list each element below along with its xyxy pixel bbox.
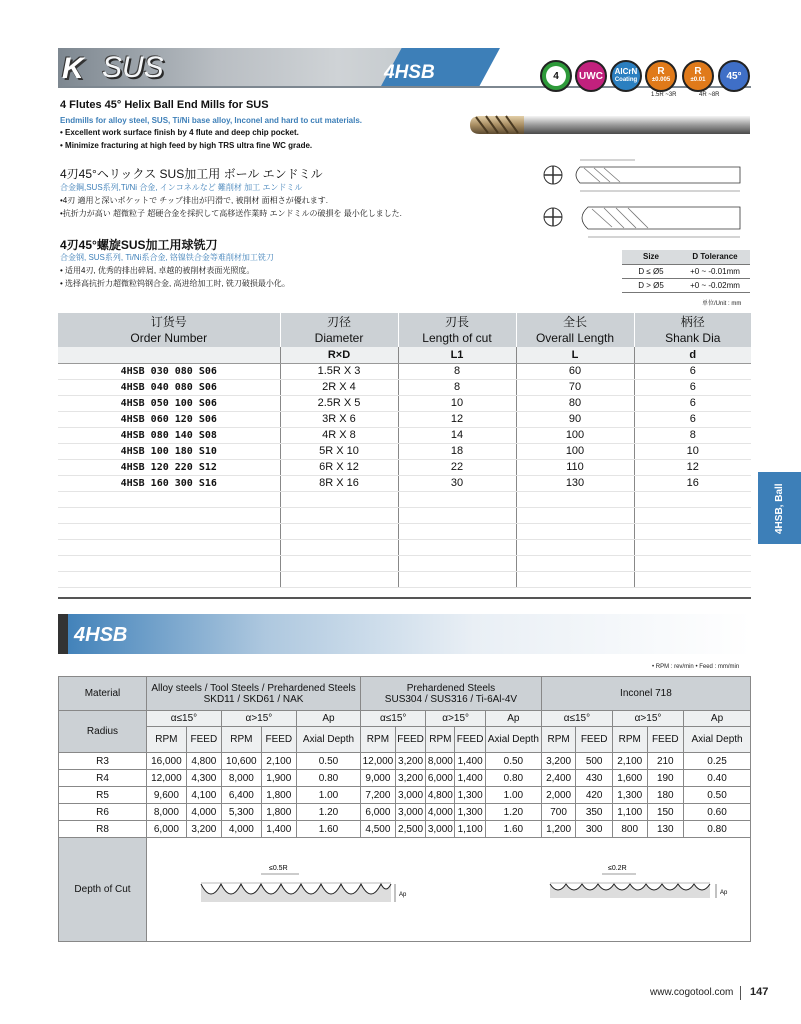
table-row: 4HSB 160 300 S16 8R X 16 30 130 16 xyxy=(58,475,751,491)
brand-k-logo: K xyxy=(62,52,85,85)
series-title: 4HSB xyxy=(384,62,435,83)
units-note: • RPM : rev/min • Feed : mm/min xyxy=(652,664,740,670)
footer-url: www.cogotool.com xyxy=(650,987,734,998)
table-row xyxy=(58,571,751,587)
table-row: R3 16,000 4,800 10,600 2,100 0.50 12,000 3,200 8,000 1,400 0.50 3,200 500 2,100 210 0.25 xyxy=(59,753,751,770)
side-tab: 4HSB, Ball xyxy=(758,472,801,544)
table-row: R4 12,000 4,300 8,000 1,900 0.80 9,000 3,200 6,000 1,400 0.80 2,400 430 1,600 190 0.40 xyxy=(59,770,751,787)
bullet-jp-2: •抗折力が高い 超微粒子 超硬合金を採択して高移送作業時 エンドミルの破損を 最小化しました. xyxy=(60,209,402,218)
section-title: 4HSB xyxy=(74,624,128,646)
subtitle-en: Endmills for alloy steel, SUS, Ti/Ni base alloy, Inconel and hard to cut materials. xyxy=(60,116,363,125)
section-banner-accent xyxy=(58,614,68,654)
svg-text:Ap: Ap xyxy=(719,889,727,896)
tolerance-row: D ≤ Ø5 +0 ~ -0.01mm xyxy=(622,264,750,278)
table-row: 4HSB 080 140 S08 4R X 8 14 100 8 xyxy=(58,427,751,443)
table-row xyxy=(58,507,751,523)
tolerance-row: D > Ø5 +0 ~ -0.02mm xyxy=(622,278,750,292)
table-row xyxy=(58,555,751,571)
table-row: 4HSB 040 080 S06 2R X 4 8 70 6 xyxy=(58,379,751,395)
table-row: R8 6,000 3,200 4,000 1,400 1.60 4,500 2,500 3,000 1,100 1.60 1,200 300 800 130 0.80 xyxy=(59,821,751,838)
svg-text:≤0.5R: ≤0.5R xyxy=(268,864,288,872)
header-underline xyxy=(58,86,751,88)
table-row: R6 8,000 4,000 5,300 1,800 1.20 6,000 3,000 4,000 1,300 1.20 700 350 1,100 150 0.60 xyxy=(59,804,751,821)
badge-note-1: 1.5R ~3R xyxy=(651,92,677,98)
table-row: 4HSB 060 120 S06 3R X 6 12 90 6 xyxy=(58,411,751,427)
unit-note: 单位/Unit : mm xyxy=(702,301,742,307)
bullet-cn-2: • 选择高抗折力超微粒钨钢合金, 高进给加工时, 铣刀破损最小化。 xyxy=(60,279,290,288)
depth-of-cut-diagram-1 xyxy=(181,860,421,920)
cutting-conditions-table: Material Alloy steels / Tool Steels / Prehardened Steels SKD11 / SKD61 / NAK Prehardened Steels SUS304 / SUS316 / Ti-6Al-4V Inconel 718 Radius α≤15° α>15° Ap α≤15° α>15° Ap α≤15° α>15° Ap RPM FEED RPM FEED Axial Depth RPM FEED RPM FEED Axial Depth RPM FEED RPM FEED Axial Depth R3 16,000 4,800 10,600 2,100 0.50 12,000 3,200 8,000 1,400 0.50 3,200 500 2,100 210 0.25 R4 12,000 4,300 8,000 1,900 0.80 9,000 3,200 6,000 1,400 0.80 2,400 430 1,600 190 0.40 R5 9,600 4,100 6,400 1,800 1.00 7,200 3,000 4,800 1,300 1.00 2,000 420 1,300 180 0.50 R6 8,000 4,000 5,300 1,800 1.20 6,000 3,000 4,000 1,300 1.20 700 350 1,100 150 0.60 R8 6,000 3,200 4,000 1,400 1.60 4,500 2,500 3,000 1,100 1.60 1,200 300 800 130 0.80 Depth of Cut ≤0.5R Ap ≤0.2R Ap xyxy=(58,676,751,942)
table-row: R5 9,600 4,100 6,400 1,800 1.00 7,200 3,000 4,800 1,300 1.00 2,000 420 1,300 180 0.50 xyxy=(59,787,751,804)
brand-sus-logo: SUS xyxy=(102,51,164,84)
bullet-en-1: • Excellent work surface finish by 4 flute and deep chip pocket. xyxy=(60,128,299,137)
coating-badge-icon: AlCrN Coating xyxy=(610,60,642,92)
uwc-badge-icon: UWC xyxy=(575,60,607,92)
page-number: 147 xyxy=(750,986,769,998)
flute-count-badge-icon: 4 xyxy=(540,60,572,92)
badge-note-2: 4R ~8R xyxy=(699,92,720,98)
subtitle-jp: 合金鋼,SUS系列,Ti/Ni 合金, インコネルなど 難削材 加工 エンドミル xyxy=(60,183,303,192)
subtitle-cn: 合金钢, SUS系列, Ti/Ni系合金, 铬镍铁合金等难削材加工铣刀 xyxy=(60,253,274,262)
table-row: 4HSB 030 080 S06 1.5R X 3 8 60 6 xyxy=(58,363,751,379)
helix-angle-badge-icon: 45° xyxy=(718,60,750,92)
radius-tolerance-badge-icon-2: R ±0.01 xyxy=(682,60,714,92)
tolerance-table: Size D Tolerance D ≤ Ø5 +0 ~ -0.01mm D > Ø5 +0 ~ -0.02mm xyxy=(622,250,750,293)
radius-tolerance-badge-icon-1: R ±0.005 xyxy=(645,60,677,92)
table-row: 4HSB 120 220 S12 6R X 12 22 110 12 xyxy=(58,459,751,475)
svg-text:Ap: Ap xyxy=(398,891,407,898)
footer-separator xyxy=(740,986,741,1000)
bullet-cn-1: • 适用4刃, 优秀的排出碎屑, 卓越的被削材表面光照度。 xyxy=(60,266,255,275)
depth-of-cut-diagram-2 xyxy=(546,860,746,920)
product-table: 订货号 Order Number 刃径 Diameter 刃長 Length of cut 全长 Overall Length 柄径 Shank Dia R×D L1 L d 4HSB 030 080 S06 1.5R X 3 8 60 6 4HSB 040 080 S06 2R X 4 8 70 6 4HSB 050 100 S06 2.5R X 5 10 80 6 4HSB 060 120 S06 3R X 6 12 90 6 4HSB 080 140 S08 4R X 8 14 100 8 4HSB 100 180 S10 5R X 10 18 100 10 4HSB 120 220 S12 6R X 12 22 110 12 4HSB 160 300 S16 8R X 16 30 130 16 xyxy=(58,313,751,588)
bullet-jp-1: •4刃 適用と深いポケットで チップ排出が円滑で, 被削材 面相さが優れます. xyxy=(60,196,328,205)
end-mill-photo xyxy=(462,112,752,142)
bullet-en-2: • Minimize fracturing at high feed by high TRS ultra fine WC grade. xyxy=(60,141,313,150)
table-row xyxy=(58,491,751,507)
table-row xyxy=(58,523,751,539)
svg-text:≤0.2R: ≤0.2R xyxy=(607,864,627,872)
title-jp: 4刃45°ヘリックス SUS加工用 ボール エンドミル xyxy=(60,167,323,181)
table-bottom-rule xyxy=(58,597,751,599)
section-banner xyxy=(58,614,751,654)
title-en: 4 Flutes 45° Helix Ball End Mills for SUS xyxy=(60,99,269,111)
table-row xyxy=(58,539,751,555)
table-row: 4HSB 050 100 S06 2.5R X 5 10 80 6 xyxy=(58,395,751,411)
title-cn: 4刃45°螺旋SUS加工用球铣刀 xyxy=(60,238,218,252)
table-row: 4HSB 100 180 S10 5R X 10 18 100 10 xyxy=(58,443,751,459)
dimension-diagram xyxy=(540,155,750,245)
